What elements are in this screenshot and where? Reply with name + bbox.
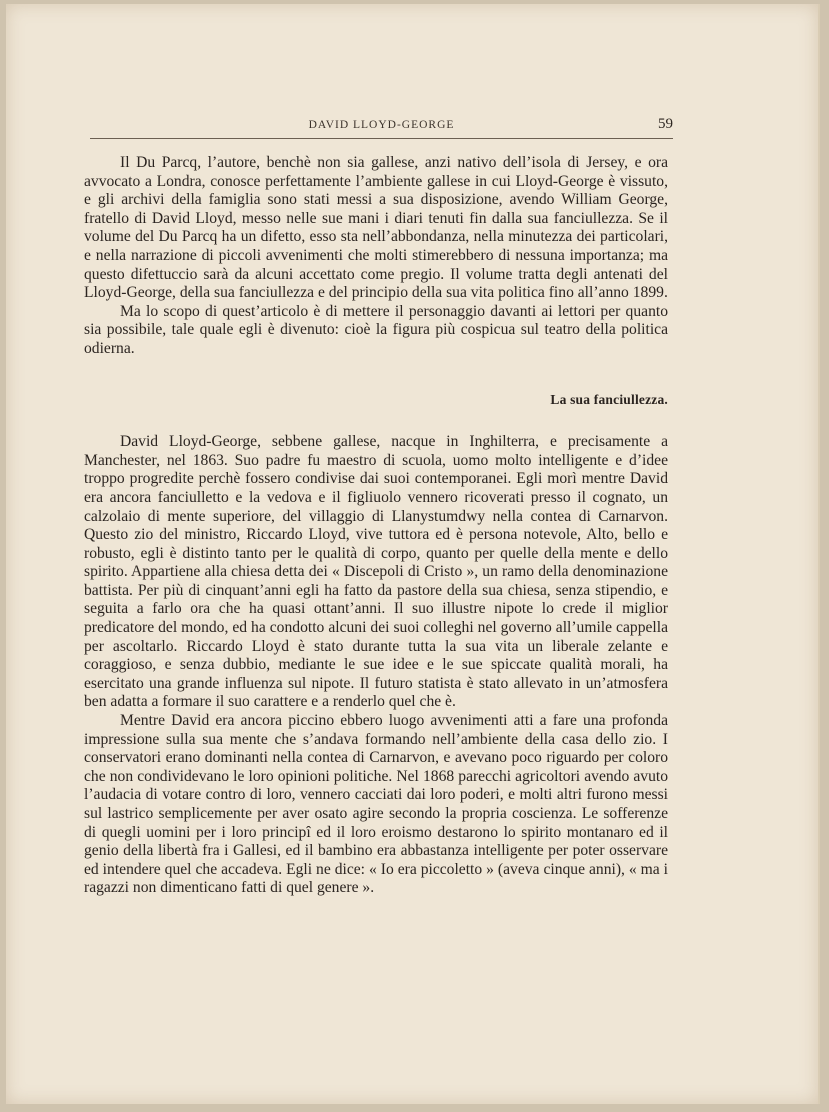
running-title: DAVID LLOYD-GEORGE: [308, 119, 455, 131]
section-paragraph: David Lloyd-George, sebbene gallese, nacque in Inghilterra, e precisamente a Manchester, nel 1863. Suo padre fu maestro di scuola, uomo molto intelligente e d’idee troppo progredite perchè fossero condivise dai suoi contemporanei. Egli morì mentre David era ancora fanciulletto e la vedova e il figliuolo vennero ricoverati presso il cognato, un calzolaio di mente superiore, del villaggio di Llanystumdwy nella contea di Carnarvon. Questo zio del ministro, Riccardo Lloyd, vive tuttora ed è persona notevole, Alto, bello e robusto, egli è distinto tanto per le qualità di corpo, quanto per quelle della mente e dello spirito. Appartiene alla chiesa detta dei « Discepoli di Cristo », un ramo della denominazione battista. Per più di cinquant’anni egli ha fatto da pastore della sua chiesa, senza stipendio, e seguita a farlo ora che ha quasi ottant’anni. Il suo illustre nipote lo crede il miglior predicatore del mondo, ed ha condotto alcuni dei suoi colleghi nel governo all’umile cappella per ascoltarlo. Riccardo Lloyd è stato durante tutta la sua vita un liberale zelante e coraggioso, e senza dubbio, mediante le sue idee e le sue spiccate qualità morali, ha esercitato una grande influenza sul nipote. Il futuro statista è stato allevato in un’atmosfera ben adatta a formare il suo carattere e a renderlo quel che è.: [84, 433, 668, 711]
page-number: 59: [658, 116, 673, 132]
section-heading: La sua fanciullezza.: [550, 391, 668, 407]
intro-paragraph: Ma lo scopo di quest’articolo è di mettere il personaggio davanti ai lettori per quanto sia possibile, tale quale egli è divenuto: cioè la figura più cospicua sul teatro della politica odierna.: [84, 302, 668, 357]
section-paragraph: Mentre David era ancora piccino ebbero luogo avvenimenti atti a fare una profonda impressione sulla sua mente che s’andava formando nell’ambiente della casa dello zio. I conservatori erano dominanti nella contea di Carnarvon, e avevano poco riguardo per coloro che non condividevano le loro opinioni politiche. Nel 1868 parecchi agricoltori avendo avuto l’audacia di votare contro di loro, vennero cacciati dai loro poderi, e molti altri furono messi sul lastrico semplicemente per aver osato agire secondo la propria coscienza. Le sofferenze di quegli uomini per i loro principî ed il loro eroismo destarono lo spirito montanaro ed il genio della libertà fra i Gallesi, ed il bambino era abbastanza intelligente per poter osservare ed intendere quel che accadeva. Egli ne dice: « Io era piccoletto » (aveva cinque anni), « ma i ragazzi non dimenticano fatti di quel genere ».: [84, 712, 668, 897]
intro-paragraph: Il Du Parcq, l’autore, benchè non sia gallese, anzi nativo dell’isola di Jersey, e ora avvocato a Londra, conosce perfettamente l’ambiente gallese in cui Lloyd-George è vissuto, e gli archivi della famiglia sono stati messi a sua disposizione, avendo William George, fratello di David Lloyd, messo nelle sue mani i diari tenuti fin dalla sua fanciullezza. Se il volume del Du Parcq ha un difetto, esso sta nell’abbondanza, nella minutezza dei particolari, e nella narrazione di piccoli avvenimenti che molti stimerebbero di nessuna importanza; ma questo difettuccio sarà da alcuni accettato come pregio. Il volume tratta degli antenati del Lloyd-George, della sua fanciullezza e del principio della sua vita politica fino all’anno 1899.: [84, 154, 668, 302]
article-body: [84, 154, 668, 898]
page-header: [90, 116, 673, 139]
